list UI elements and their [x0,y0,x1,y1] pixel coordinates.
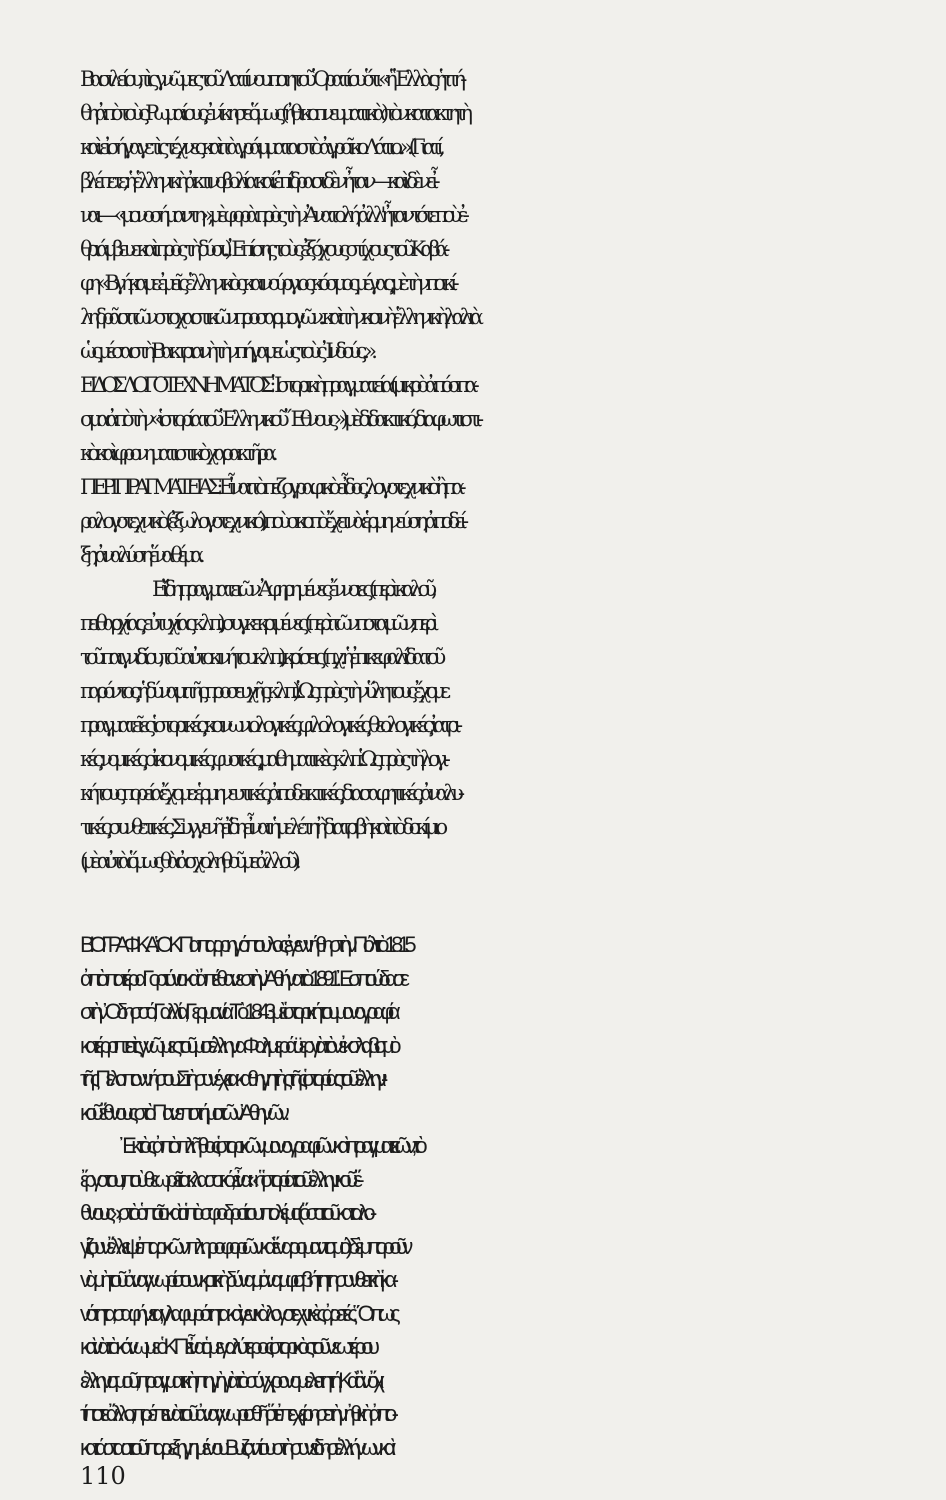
text-line: πραγματεῖες ἱστορικές, κοινωνιολογικές, φιλολογικές, θεολογικές, ἰατρι- [80,713,458,737]
text-line: κοῦ ἔθνους στὸ Πανεπιστήμιο τῶν Ἀθηνῶν. [80,1099,285,1125]
text-line: κή τους πορεία ἔχομε: ἑρμηνευτικές, ἀποδεικτικές, διασαφητικές, ἀναλυ- [80,781,460,805]
text-line: τίποτε ἄλλο, πρέπει νὰ τοῦ ἀναγνωρισθῆ ὅτι ἐπεχείρησε τὴν ἠθικὴ ἀπο- [80,1401,394,1426]
text-line: Βασιλείου, τὶς γνῶμες τοῦ Λατίνου ποιητοῦ Ὁρατίου ὅτι «ἡ Ἑλλὰς ἡττή- [80,67,462,91]
text-line: λη δρᾶσι τῶν στοχαστικῶν προσαρμογῶν... καὶ τὴν κοινὴ ἑλληνικὴ λαλιὰ [80,305,479,329]
text-line: ναι— «μονοσήμαντη», μὲ φορὰ πρὸς τὴν Ἀνατολή, ἀλλ' ἦταν τότε ποὺ ἐ- [80,203,465,227]
page-number: 110 [80,1462,126,1490]
text-line: θριάμβευε καὶ πρὸς τὴ δύσι...). Ἐπίσης τοὺς ἐξόχους στίχους τοῦ Καβά- [80,237,445,261]
text-line: ἑλληνισμοῦ, πραγματικὴ πηγὴ γιὰ τὸ σύγχρονο μελετητή. Καὶ ἂν ὄχι [80,1367,379,1393]
text-line: ξη, ἀναλύση ἕνα θέμα. [80,543,200,567]
text-line: στὴν Ὀδησσό, Γαλλία, Γερμανία. Τὸ 1843 μὲ ἱστορική του μονογραφία [80,999,396,1024]
text-line: φη· «Βγήκαμε ἐμεῖς ἑλληνικὸς καινούργιος κόσμος μέγας, μὲ τὴν ποικί- [80,271,454,295]
text-line: θνους», στὸ ὁποῖο καὶ οἱ πιὸ σφοδροί του πολέμιοι (ὅσοι τοῦ καταλο- [80,1200,372,1225]
text-line: ραλογοτεχνικὸ (ἐξωλογοτεχνικό), ποὺ σκοπὸ ἔχει νὰ ἑρμηνεύση, ἀποδεί- [80,509,464,533]
text-line: γίζουν ἔλλειψι ἐπαρκῶν πληροφοριῶν καὶ ἕνα ρομαντισμό) δὲ μποροῦν [80,1233,408,1259]
text-line: καὶ νὰ τὸ κάνωμε ὁ Κ. Π. εἶναι ὁ μεγαλύτερος ἱστορικὸς τοῦ νεωτέρου [80,1334,375,1359]
text-line: ἀπὸ πατέρα Γορτύνιο καὶ ἀπέθανε στὴν Ἀθήνα τὸ 1891. Ἐσπούδασε [80,965,405,991]
upper-section [80,62,946,878]
text-line: θη ἀπὸ τοὺς Ρωμαίους, ἐνίκησε ὅμως (ἠθικοπνευματικὰ) τὸν κατακτητὴ [80,101,468,125]
text-line: ἔργο του, ποὺ θεωρεῖται κλασσικό, εἶναι «ἡ ἱστορία τοῦ ἑλληνικοῦ ἔ- [80,1166,359,1192]
text-line: βλέπετε, ἡ ἑλληνικὴ ἀκτινοβολία καί ἐπίδρασι δὲν ἦταν —καὶ δὲν εἶ- [80,169,435,193]
biography-heading-line: ΒΙΟΓΡΑΦΙΚΑ: Ὁ Κ. Παπαρρηγόπουλος ἐγεννήθη στὴν Πόλι τὸ 1815 [80,932,411,957]
text-line: νὰ μὴ τοῦ ἀναγνωρίσουν κριτικὴ δύναμι, ἀναμφισβήτητη συνθετικὴ ἱκα- [80,1267,394,1292]
text-line: νότητα, σαφήνεια, γλαφυρότητα καὶ γενικὰ λογοτεχνικὲς ἀρετές. Ὅπως [80,1300,395,1326]
text-line: κατέρριπτε τὶς γνῶμες τοῦ μισέλληνα Φαλμεράϋερ γιὰ τὸν ἐκσλαβισμὸ [80,1032,396,1058]
text-line: κατάστασι τοῦ παρεξηγημένου Βυζαντίου στὴ συνείδησι ἑλλήνων καὶ [80,1434,391,1460]
text-line: καὶ εἰσήγαγε τὶς τέχνες καὶ τὰ γράμματα στὸ ἀγροῖκο Λάτιο...». (Γιατί, [80,135,440,159]
text-line: τοῦ παιγνιδίου, τοῦ αὐτοκινήτου κ.λ.π.), κρίσεις (π.χ. ἡ ἐπικεφαλίδα τοῦ [80,645,441,669]
text-line: Ἐκτὸς ἀπὸ πλῆθος ἱστορικῶν μονογραφιῶν καὶ πραγματειῶν, τὸ [120,1133,423,1158]
text-line: πειθαρχίας, εὐτυχίας κ.λ.π.), συγκεκριμένες (περὶ τῶν ποταμῶν, περὶ [80,611,434,635]
section-heading-line: ΕΙΔΟΣ ΛΟΓΟΤΕΧΝΗΜΑΤΟΣ: Ἱστορικὴ πραγματεία (μικρὸ ἀπόσπα- [80,373,474,397]
text-line: ὡς μέσα στὴ Βακτριανὴ τὴν πήγαμε ὡς τοὺς Ἰνδούς...». [80,339,373,363]
text-line: (μὲ αὐτὰ ὅμως θὰ ἀσχοληθοῦμε ἀλλοῦ). [80,849,296,873]
text-line: κές, νομικές, οἰκονομικές, φυσικές, μαθηματικὲς κ.λ.π. Ὡς πρὸς τὴ λογι- [80,747,446,771]
spaced-heading-line: Εἴδη πραγματειῶν: Ἀφηρημένες ἔννοιες (περὶ καλοῦ, [152,577,433,601]
section-heading-line: ΠΕΡΙ ΠΡΑΓΜΑΤΕΙΑΣ: Εἶναι τὸ πεζογραφικὸ εἶδος, λογοτεχνικὸ ἢ πα- [80,475,461,499]
text-line: τῆς Πελοποννήσου. Στὴ συνέχεια καθηγητὴς τῆς ἱστορίας τοῦ ἑλληνι- [80,1066,383,1091]
text-line: κὸ καὶ φρονηματιστικὸ χαρακτῆρα. [80,441,273,465]
text-line: σμα ἀπὸ τὴν «ἱστορία τοῦ Ἑλληνικοῦ Ἔθνους») μὲ διδακτικό, διαφωτιστι- [80,407,479,431]
text-line: τικές, συνθετικές. Συγγενῆ εἴδη εἶναι ἡ μελέτη ἢ διατριβὴ καὶ τὸ δοκίμιο [80,815,443,839]
text-line: παρόντος, ἡ δύναμι τῆς προσευχῆς κ.λ.π.). Ὡς πρὸς τὴν ὕλη τους ἔχομε [80,679,446,703]
biography-section [80,928,946,1464]
